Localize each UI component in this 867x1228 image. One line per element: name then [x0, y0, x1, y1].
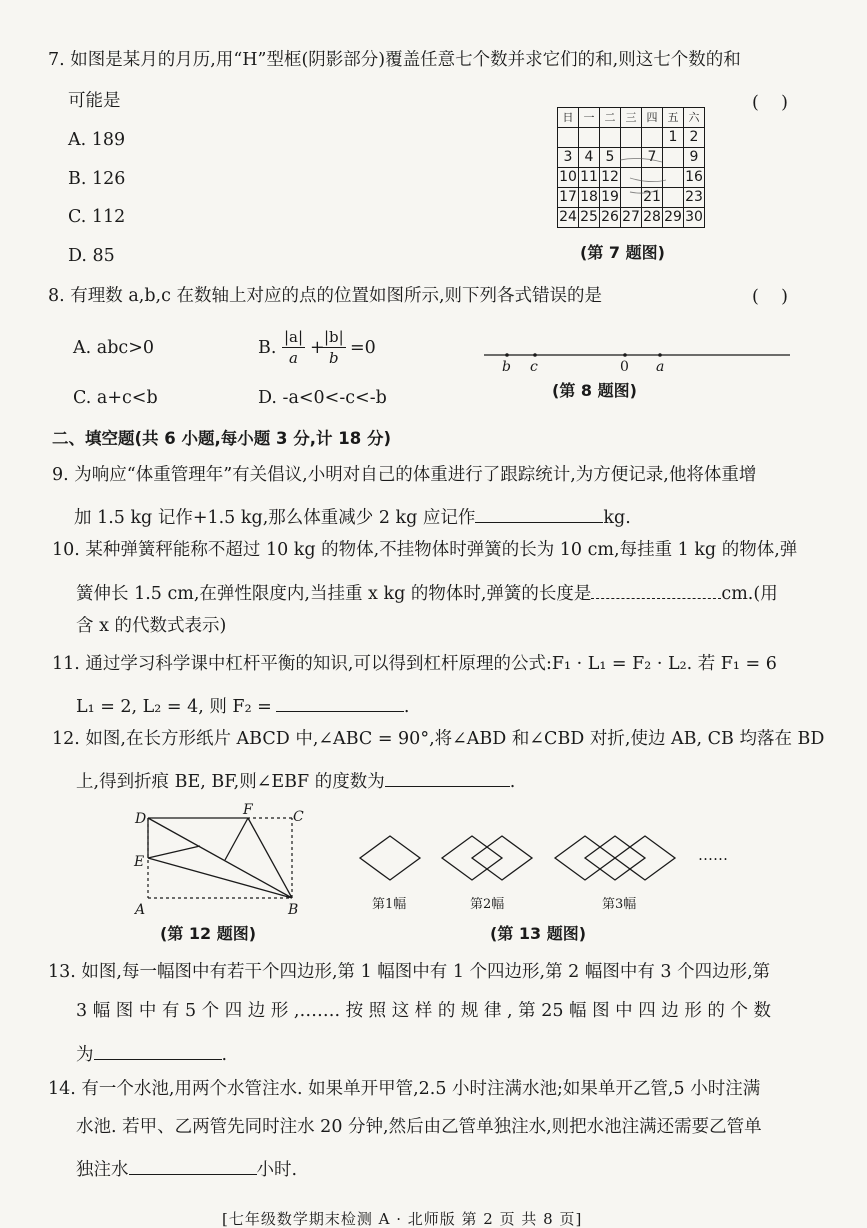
calendar-cell: 24 — [558, 208, 579, 228]
q8-option-b-tail: =0 — [350, 338, 376, 358]
page-footer: [七年级数学期末检测 A · 北师版 第 2 页 共 8 页] — [222, 1210, 583, 1228]
q14-line1: 14. 有一个水池,用两个水管注水. 如果单开甲管,2.5 小时注满水池;如果单开乙管,5 小时注满 — [48, 1079, 761, 1099]
q8-option-b-label: B. — [258, 338, 277, 358]
calendar-cell: 18 — [579, 188, 600, 208]
calendar-cell — [600, 128, 621, 148]
q13-line2: 3 幅 图 中 有 5 个 四 边 形 ,……. 按 照 这 样 的 规 律 , 第 25 幅 图 中 四 边 形 的 个 数 — [76, 1001, 772, 1021]
q11-answer-blank[interactable] — [276, 694, 404, 712]
q12-tail: . — [509, 772, 516, 792]
q9-line1: 9. 为响应“体重管理年”有关倡议,小明对自己的体重进行了跟踪统计,为方便记录,他将体重增 — [52, 465, 757, 485]
calendar-header-cell: 四 — [642, 108, 663, 128]
calendar-cell: 27 — [621, 208, 642, 228]
q12-answer-blank[interactable] — [385, 769, 510, 787]
q13-quadrilateral-figures — [350, 828, 700, 892]
frac2-denominator: b — [329, 349, 339, 367]
q10-line2-tail: cm.(用 — [721, 584, 778, 604]
q14-answer-blank[interactable] — [129, 1157, 257, 1175]
calendar-header-cell: 六 — [684, 108, 705, 128]
section-title-fill-in: 二、填空题(共 6 小题,每小题 3 分,计 18 分) — [52, 429, 392, 448]
q12-line1: 12. 如图,在长方形纸片 ABCD 中,∠ABC = 90°,将∠ABD 和∠CBD 对折,使边 AB, CB 均落在 BD — [52, 729, 825, 749]
q8-option-d: D. -a<0<-c<-b — [258, 388, 387, 408]
calendar-cell: 29 — [663, 208, 684, 228]
fold-F-to-BD — [225, 818, 248, 860]
point-c — [533, 353, 537, 357]
q13-ellipsis: …… — [698, 846, 728, 864]
q9-line2-text: 加 1.5 kg 记作+1.5 kg,那么体重减少 2 kg 应记作 — [74, 508, 476, 528]
q8-number-line — [480, 342, 795, 374]
calendar-cell: 9 — [684, 148, 705, 168]
point-a — [658, 353, 662, 357]
q7-caption: (第 7 题图) — [580, 243, 665, 262]
calendar-cell: 11 — [579, 168, 600, 188]
q8-option-a: A. abc>0 — [73, 338, 154, 358]
calendar-cell: 26 — [600, 208, 621, 228]
q13-caption: (第 13 题图) — [490, 924, 587, 943]
q10-answer-blank[interactable] — [591, 581, 721, 599]
q10-line2 — [76, 581, 778, 604]
q8-option-c: C. a+c<b — [73, 388, 158, 408]
q12-label-D: D — [135, 811, 147, 827]
q13-label-fig3: 第3幅 — [602, 897, 637, 912]
calendar-cell: 2 — [684, 128, 705, 148]
frac2-numerator: |b| — [324, 328, 344, 346]
q12-caption: (第 12 题图) — [160, 924, 257, 943]
q9-unit: kg. — [603, 508, 631, 528]
calendar-cell: 25 — [579, 208, 600, 228]
calendar-cell: 5 — [600, 148, 621, 168]
q7-answer-paren: ( ) — [752, 93, 788, 113]
calendar-cell: 23 — [684, 188, 705, 208]
frac1-denominator: a — [289, 349, 298, 367]
calendar-cell: 17 — [558, 188, 579, 208]
calendar-header-row — [558, 108, 705, 128]
calendar-cell: 7 — [642, 148, 663, 168]
calendar-cell — [642, 128, 663, 148]
q12-label-E: E — [134, 854, 145, 870]
calendar-header-cell: 日 — [558, 108, 579, 128]
q8-option-b-plus: + — [310, 338, 325, 358]
q13-tail: . — [221, 1045, 228, 1065]
q8-caption: (第 8 题图) — [552, 381, 637, 400]
q13-line3-text: 为 — [76, 1045, 94, 1065]
axis-label-0: 0 — [620, 359, 629, 375]
fig1-rhombus — [360, 836, 420, 880]
q14-line2: 水池. 若甲、乙两管先同时注水 20 分钟,然后由乙管单独注水,则把水池注满还需要乙管单 — [76, 1117, 762, 1137]
calendar-cell: 4 — [579, 148, 600, 168]
calendar-header-cell: 五 — [663, 108, 684, 128]
calendar-header-cell: 二 — [600, 108, 621, 128]
calendar-row — [558, 208, 705, 228]
q8-answer-paren: ( ) — [752, 287, 788, 307]
q14-line3 — [76, 1157, 297, 1180]
crease-EB — [148, 858, 292, 898]
q13-label-fig1: 第1幅 — [372, 897, 407, 912]
fold-E-to-BD — [148, 846, 200, 858]
q13-line3 — [76, 1042, 227, 1065]
axis-label-a: a — [656, 359, 665, 375]
axis-label-b: b — [502, 359, 511, 375]
calendar-cell: 12 — [600, 168, 621, 188]
calendar-header-cell: 三 — [621, 108, 642, 128]
point-zero — [623, 353, 627, 357]
q8-stem: 8. 有理数 a,b,c 在数轴上对应的点的位置如图所示,则下列各式错误的是 — [48, 286, 603, 306]
q9-answer-blank[interactable] — [475, 505, 603, 523]
calendar-cell: 1 — [663, 128, 684, 148]
q7-stem: 7. 如图是某月的月历,用“H”型框(阴影部分)覆盖任意七个数并求它们的和,则这七个数的和 — [48, 50, 741, 70]
q7-option-c: C. 112 — [68, 207, 126, 227]
q11-line2-text: L₁ = 2, L₂ = 4, 则 F₂ = — [76, 697, 272, 717]
calendar-cell: 10 — [558, 168, 579, 188]
q7-option-d: D. 85 — [68, 246, 115, 266]
q12-line2 — [76, 769, 515, 792]
q11-tail: . — [403, 697, 410, 717]
q9-line2 — [74, 505, 631, 528]
calendar-cell: 19 — [600, 188, 621, 208]
point-b — [505, 353, 509, 357]
q14-unit: 小时. — [256, 1160, 298, 1180]
q7-h-frame-sketch — [600, 150, 700, 210]
q11-line2 — [76, 694, 409, 717]
calendar-cell — [558, 128, 579, 148]
q13-answer-blank[interactable] — [94, 1042, 222, 1060]
q13-label-fig2: 第2幅 — [470, 897, 505, 912]
q12-label-B: B — [288, 902, 299, 918]
frac1-numerator: |a| — [284, 328, 304, 346]
q14-line3-text: 独注水 — [76, 1160, 129, 1180]
calendar-cell: 28 — [642, 208, 663, 228]
calendar-cell — [579, 128, 600, 148]
q7-stem-cont: 可能是 — [68, 91, 121, 111]
q8-option-b-frac2 — [322, 328, 346, 367]
calendar-cell — [621, 128, 642, 148]
q7-option-b: B. 126 — [68, 169, 126, 189]
q12-line2-text: 上,得到折痕 BE, BF,则∠EBF 的度数为 — [76, 772, 385, 792]
calendar-cell: 21 — [642, 188, 663, 208]
q12-rectangle-figure — [130, 808, 310, 908]
q10-line2-text: 簧伸长 1.5 cm,在弹性限度内,当挂重 x kg 的物体时,弹簧的长度是 — [76, 584, 592, 604]
calendar-header-cell: 一 — [579, 108, 600, 128]
calendar-cell: 30 — [684, 208, 705, 228]
q12-label-F: F — [243, 802, 253, 818]
q10-line1: 10. 某种弹簧秤能称不超过 10 kg 的物体,不挂物体时弹簧的长为 10 cm,每挂重 1 kg 的物体,弹 — [52, 540, 798, 560]
axis-label-c: c — [530, 359, 538, 375]
q8-option-b-frac1 — [282, 328, 305, 367]
calendar-row — [558, 128, 705, 148]
calendar-cell: 3 — [558, 148, 579, 168]
q7-option-a: A. 189 — [68, 130, 126, 150]
q12-label-C: C — [293, 809, 304, 825]
q10-line3: 含 x 的代数式表示) — [76, 616, 227, 636]
q13-line1: 13. 如图,每一幅图中有若干个四边形,第 1 幅图中有 1 个四边形,第 2 幅图中有 3 个四边形,第 — [48, 962, 771, 982]
q11-line1: 11. 通过学习科学课中杠杆平衡的知识,可以得到杠杆原理的公式:F₁ · L₁ = F₂ · L₂. 若 F₁ = 6 — [52, 654, 777, 674]
calendar-cell: 16 — [684, 168, 705, 188]
q12-label-A: A — [135, 902, 146, 918]
